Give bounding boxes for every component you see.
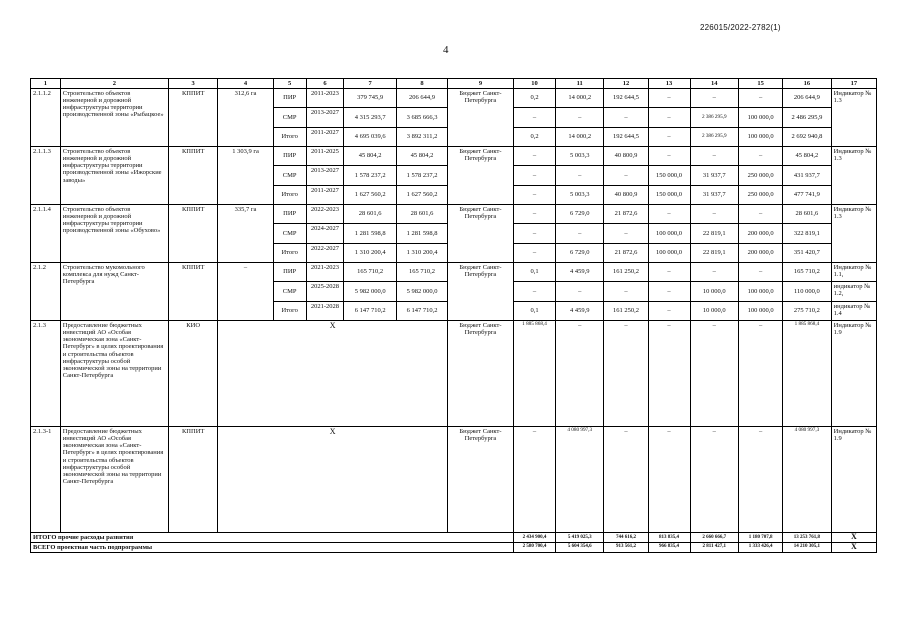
table-cell: 1 578 237,2 <box>344 166 397 186</box>
table-cell: 3 685 666,3 <box>397 108 448 128</box>
table-cell: – <box>514 186 556 205</box>
row-area: 1 303,9 га <box>218 147 273 205</box>
table-cell: – <box>555 166 604 186</box>
funding-source: Бюджет Санкт-Петербурга <box>447 147 513 205</box>
total-row <box>31 533 877 543</box>
table-cell: 351 420,7 <box>783 244 832 263</box>
total-value: 1 333 426,4 <box>739 542 783 552</box>
work-type: Итого <box>273 186 306 205</box>
column-header: 16 <box>783 79 832 89</box>
table-cell: 28 601,6 <box>783 205 832 224</box>
row-org: КППИТ <box>168 263 218 321</box>
work-years: 2011-2027 <box>306 128 344 147</box>
table-cell: 1 885 868,4 <box>514 321 556 427</box>
table-cell: 165 710,2 <box>397 263 448 282</box>
table-cell: 22 819,1 <box>690 244 739 263</box>
table-cell: 110 000,0 <box>783 282 832 302</box>
table-cell: – <box>739 147 783 166</box>
table-cell: 4 080 997,3 <box>555 427 604 533</box>
table-cell: – <box>604 166 648 186</box>
table-cell: – <box>648 147 690 166</box>
total-value: 2 434 900,4 <box>514 533 556 543</box>
table-cell: 40 800,9 <box>604 186 648 205</box>
table-row <box>31 427 877 533</box>
funding-source: Бюджет Санкт-Петербурга <box>447 89 513 147</box>
column-header: 12 <box>604 79 648 89</box>
table-cell: 100 000,0 <box>739 282 783 302</box>
funding-source: Бюджет Санкт-Петербурга <box>447 205 513 263</box>
table-cell: 192 644,5 <box>604 128 648 147</box>
funding-source: Бюджет Санкт-Петербурга <box>447 263 513 321</box>
table-cell: – <box>739 263 783 282</box>
table-cell: 200 000,0 <box>739 224 783 244</box>
work-type: ПИР <box>273 89 306 108</box>
row-name: Строительство объектов инженерной и дорожной инфраструктуры территории производственной зоны «Ижорские заводы» <box>60 147 168 205</box>
table-cell: – <box>648 205 690 224</box>
row-name: Строительство объектов инженерной и дорожной инфраструктуры территории производственной зоны «Рыбацкое» <box>60 89 168 147</box>
table-cell: – <box>648 282 690 302</box>
row-area: – <box>218 263 273 321</box>
funding-source: Бюджет Санкт-Петербурга <box>447 427 513 533</box>
table-row <box>31 205 877 224</box>
table-cell: 5 982 000,0 <box>344 282 397 302</box>
table-cell: 161 250,2 <box>604 263 648 282</box>
table-cell: 4 459,9 <box>555 302 604 321</box>
table-cell: 5 982 000,0 <box>397 282 448 302</box>
work-type: СМР <box>273 224 306 244</box>
column-header: 2 <box>60 79 168 89</box>
table-cell: 6 147 710,2 <box>344 302 397 321</box>
table-cell: 21 872,6 <box>604 244 648 263</box>
table-cell: 4 695 039,6 <box>344 128 397 147</box>
table-cell: 161 250,2 <box>604 302 648 321</box>
table-cell: 2 386 295,9 <box>690 128 739 147</box>
work-years: 2013-2027 <box>306 108 344 128</box>
table-cell: – <box>648 108 690 128</box>
row-number: 2.1.1.2 <box>31 89 61 147</box>
table-cell: – <box>690 205 739 224</box>
table-cell: 0,2 <box>514 128 556 147</box>
total-value: 813 835,4 <box>648 533 690 543</box>
table-cell: 206 644,9 <box>397 89 448 108</box>
table-cell: – <box>555 321 604 427</box>
table-cell: 1 578 237,2 <box>397 166 448 186</box>
table-cell: 100 000,0 <box>648 224 690 244</box>
table-cell: 6 729,0 <box>555 205 604 224</box>
table-cell: 0,2 <box>514 89 556 108</box>
row-area: 335,7 га <box>218 205 273 263</box>
table-cell: – <box>648 321 690 427</box>
table-cell: 4 080 997,3 <box>783 427 832 533</box>
row-number: 2.1.1.3 <box>31 147 61 205</box>
work-type: ПИР <box>273 147 306 166</box>
table-cell: 1 885 868,4 <box>783 321 832 427</box>
table-cell: – <box>555 108 604 128</box>
table-cell: 379 745,9 <box>344 89 397 108</box>
table-cell: 0,1 <box>514 302 556 321</box>
table-cell: – <box>648 89 690 108</box>
total-label: ИТОГО прочие расходы развития <box>31 533 514 543</box>
table-cell: 150 000,0 <box>648 186 690 205</box>
indicator: Индикатор № 1.1, <box>831 263 876 282</box>
table-cell: – <box>555 224 604 244</box>
table-cell: 1 310 200,4 <box>397 244 448 263</box>
table-cell: 150 000,0 <box>648 166 690 186</box>
table-cell: 100 000,0 <box>739 302 783 321</box>
indicator: Индикатор № 1.3 <box>831 147 876 205</box>
work-years: 2021-2028 <box>306 302 344 321</box>
table-cell: – <box>604 321 648 427</box>
table-cell: – <box>514 166 556 186</box>
total-value: 744 616,2 <box>604 533 648 543</box>
work-years: 2013-2027 <box>306 166 344 186</box>
table-cell: 5 003,3 <box>555 147 604 166</box>
table-cell: – <box>514 224 556 244</box>
work-years: 2024-2027 <box>306 224 344 244</box>
table-cell: 4 459,9 <box>555 263 604 282</box>
header-row <box>31 79 877 89</box>
table-cell: 40 800,9 <box>604 147 648 166</box>
total-value: 913 561,2 <box>604 542 648 552</box>
total-value: 2 580 700,4 <box>514 542 556 552</box>
table-cell: – <box>690 89 739 108</box>
table-cell: 165 710,2 <box>783 263 832 282</box>
total-value: 5 419 025,3 <box>555 533 604 543</box>
work-type: ПИР <box>273 263 306 282</box>
table-cell: 1 281 598,8 <box>344 224 397 244</box>
table-cell: 28 601,6 <box>344 205 397 224</box>
table-cell: – <box>690 263 739 282</box>
table-cell: 45 804,2 <box>783 147 832 166</box>
table-cell: – <box>648 427 690 533</box>
table-cell: 22 819,1 <box>690 224 739 244</box>
table-cell: – <box>514 108 556 128</box>
row-name: Строительство мукомольного комплекса для нужд Санкт-Петербурга <box>60 263 168 321</box>
table-cell: 31 937,7 <box>690 166 739 186</box>
row-name: Строительство объектов инженерной и дорожной инфраструктуры территории производственной зоны «Обухово» <box>60 205 168 263</box>
table-cell: 6 147 710,2 <box>397 302 448 321</box>
table-cell: 431 937,7 <box>783 166 832 186</box>
row-org: КППИТ <box>168 147 218 205</box>
table-cell: 21 872,6 <box>604 205 648 224</box>
table-cell: 250 000,0 <box>739 166 783 186</box>
table-cell: 2 486 295,9 <box>783 108 832 128</box>
table-cell: – <box>604 108 648 128</box>
table-cell: – <box>514 205 556 224</box>
table-cell: 10 000,0 <box>690 302 739 321</box>
row-org: КППИТ <box>168 205 218 263</box>
table-row <box>31 147 877 166</box>
table-cell: 45 804,2 <box>344 147 397 166</box>
work-years: 2022-2027 <box>306 244 344 263</box>
total-value: 13 253 761,8 <box>783 533 832 543</box>
table-cell: – <box>604 427 648 533</box>
table-cell: – <box>648 263 690 282</box>
row-number: 2.1.2 <box>31 263 61 321</box>
total-value: 966 835,4 <box>648 542 690 552</box>
row-org: КИО <box>168 321 218 427</box>
work-type: СМР <box>273 166 306 186</box>
column-header: 17 <box>831 79 876 89</box>
total-mark: Х <box>831 533 876 543</box>
row-org: КППИТ <box>168 89 218 147</box>
table-cell: 5 003,3 <box>555 186 604 205</box>
indicator: Индикатор № 1.3 <box>831 205 876 263</box>
table-cell: 200 000,0 <box>739 244 783 263</box>
table-cell: 250 000,0 <box>739 186 783 205</box>
table-cell: – <box>739 89 783 108</box>
total-value: 2 811 427,1 <box>690 542 739 552</box>
column-header: 8 <box>397 79 448 89</box>
column-header: 5 <box>273 79 306 89</box>
row-name: Предоставление бюджетных инвестиций АО «Особая экономическая зона «Санкт-Петербург» в целях проектирования и строительства объектов инфраструктуры особой экономической зоны на территории Санкт-Петербурга <box>60 321 168 427</box>
table-cell: 192 644,5 <box>604 89 648 108</box>
work-years: 2011-2025 <box>306 147 344 166</box>
table-row <box>31 89 877 108</box>
work-years: 2022-2023 <box>306 205 344 224</box>
total-mark: Х <box>831 542 876 552</box>
total-value: 2 660 666,7 <box>690 533 739 543</box>
indicator: индикатор № 1.2, <box>831 282 876 302</box>
table-cell: 2 692 940,8 <box>783 128 832 147</box>
work-years: 2011-2027 <box>306 186 344 205</box>
column-header: 13 <box>648 79 690 89</box>
work-type: СМР <box>273 282 306 302</box>
table-cell: – <box>690 321 739 427</box>
indicator: Индикатор № 1.3 <box>831 89 876 147</box>
table-cell: – <box>739 427 783 533</box>
table-row <box>31 321 877 427</box>
row-org: КППИТ <box>168 427 218 533</box>
table-cell: 10 000,0 <box>690 282 739 302</box>
table-cell: – <box>739 321 783 427</box>
funding-source: Бюджет Санкт-Петербурга <box>447 321 513 427</box>
table-cell: – <box>604 224 648 244</box>
total-value: 14 210 305,1 <box>783 542 832 552</box>
column-header: 4 <box>218 79 273 89</box>
table-cell: – <box>648 302 690 321</box>
work-type: ПИР <box>273 205 306 224</box>
indicator: Индикатор № 1.9 <box>831 321 876 427</box>
row-area: 312,6 га <box>218 89 273 147</box>
work-type: Итого <box>273 128 306 147</box>
column-header: 1 <box>31 79 61 89</box>
table-cell: 100 000,0 <box>739 108 783 128</box>
indicator: Индикатор № 1.9 <box>831 427 876 533</box>
column-header: 10 <box>514 79 556 89</box>
not-applicable-mark: Х <box>218 427 447 533</box>
work-type: Итого <box>273 244 306 263</box>
table-cell: 1 627 560,2 <box>344 186 397 205</box>
document-number: 226015/2022-2782(1) <box>700 23 781 32</box>
column-header: 9 <box>447 79 513 89</box>
table-cell: 1 281 598,8 <box>397 224 448 244</box>
table-cell: – <box>555 282 604 302</box>
table-cell: – <box>514 282 556 302</box>
table-cell: 165 710,2 <box>344 263 397 282</box>
table-cell: 275 710,2 <box>783 302 832 321</box>
work-years: 2021-2023 <box>306 263 344 282</box>
table-cell: 14 000,2 <box>555 128 604 147</box>
table-cell: 206 644,9 <box>783 89 832 108</box>
table-cell: 14 000,2 <box>555 89 604 108</box>
table-cell: 45 804,2 <box>397 147 448 166</box>
work-years: 2011-2023 <box>306 89 344 108</box>
column-header: 15 <box>739 79 783 89</box>
column-header: 3 <box>168 79 218 89</box>
table-cell: – <box>648 128 690 147</box>
indicator: индикатор № 1.4 <box>831 302 876 321</box>
column-header: 14 <box>690 79 739 89</box>
table-cell: – <box>514 427 556 533</box>
table-cell: 28 601,6 <box>397 205 448 224</box>
table-cell: 1 310 200,4 <box>344 244 397 263</box>
total-value: 5 604 354,6 <box>555 542 604 552</box>
total-label: ВСЕГО проектная часть подпрограммы <box>31 542 514 552</box>
table-cell: 100 000,0 <box>648 244 690 263</box>
row-number: 2.1.3 <box>31 321 61 427</box>
row-number: 2.1.1.4 <box>31 205 61 263</box>
column-header: 6 <box>306 79 344 89</box>
table-row <box>31 263 877 282</box>
column-header: 11 <box>555 79 604 89</box>
work-years: 2025-2028 <box>306 282 344 302</box>
table-cell: – <box>514 147 556 166</box>
row-name: Предоставление бюджетных инвестиций АО «Особая экономическая зона «Санкт-Петербург» в целях проектирования и строительства объектов инфраструктуры особой экономической зоны на территории Санкт-Петербурга <box>60 427 168 533</box>
not-applicable-mark: Х <box>218 321 447 427</box>
table-cell: – <box>514 244 556 263</box>
table-cell: – <box>604 282 648 302</box>
column-header: 7 <box>344 79 397 89</box>
table-cell: – <box>690 147 739 166</box>
table-cell: 3 892 311,2 <box>397 128 448 147</box>
table-cell: 322 819,1 <box>783 224 832 244</box>
table-cell: 1 627 560,2 <box>397 186 448 205</box>
total-row <box>31 542 877 552</box>
work-type: Итого <box>273 302 306 321</box>
table-cell: 6 729,0 <box>555 244 604 263</box>
table-cell: 4 315 293,7 <box>344 108 397 128</box>
page-number: 4 <box>443 44 449 56</box>
total-value: 1 180 707,8 <box>739 533 783 543</box>
table-cell: 2 386 295,9 <box>690 108 739 128</box>
row-number: 2.1.3-1 <box>31 427 61 533</box>
table-cell: 0,1 <box>514 263 556 282</box>
table-cell: 477 741,9 <box>783 186 832 205</box>
table-cell: 31 937,7 <box>690 186 739 205</box>
table-cell: – <box>739 205 783 224</box>
program-table <box>30 78 877 553</box>
work-type: СМР <box>273 108 306 128</box>
table-cell: – <box>690 427 739 533</box>
table-cell: 100 000,0 <box>739 128 783 147</box>
